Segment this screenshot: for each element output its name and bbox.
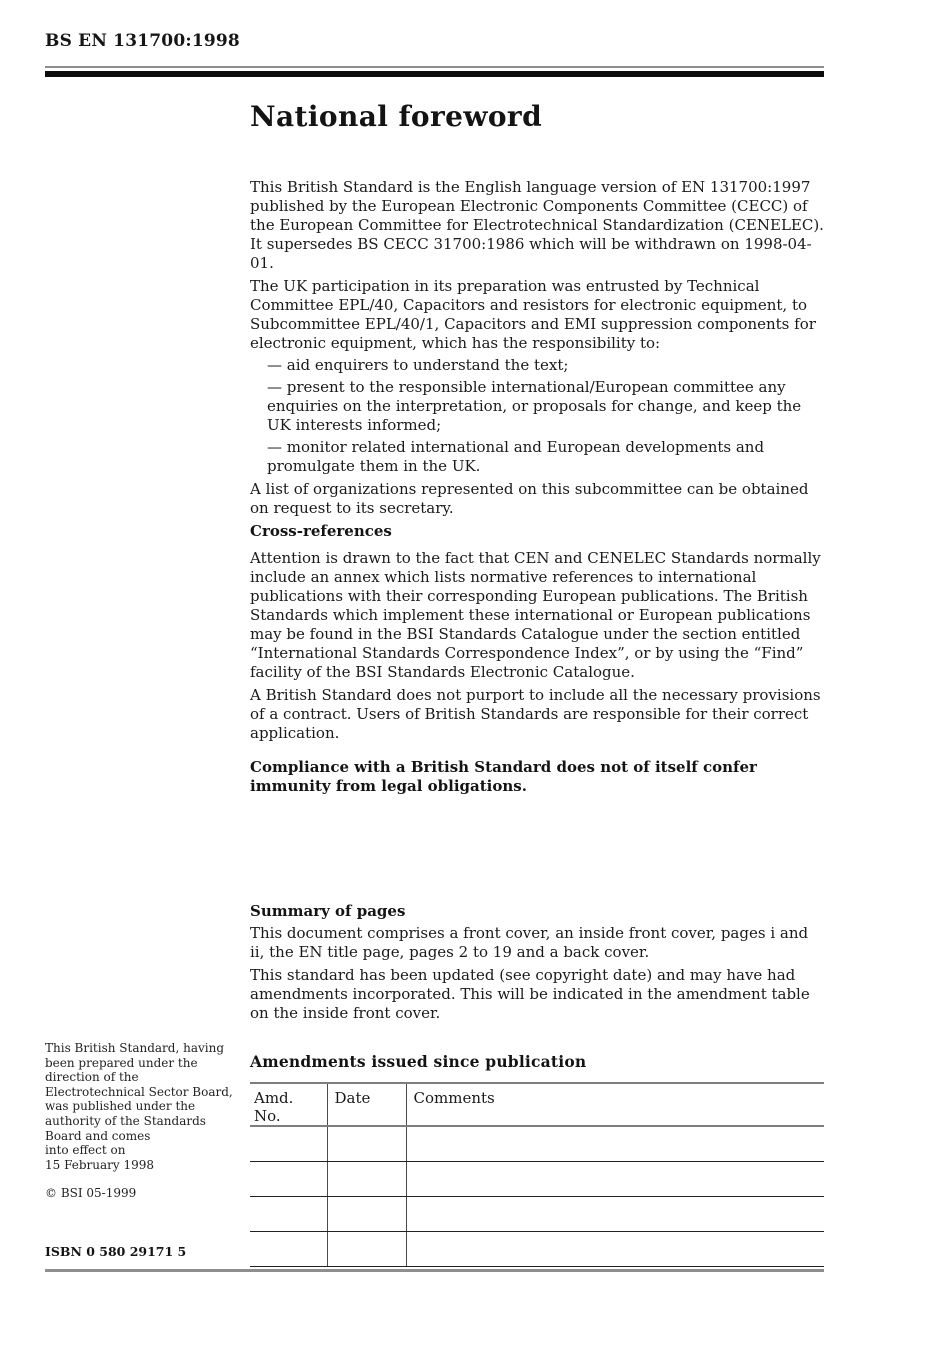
amendments-empty-row bbox=[250, 1126, 824, 1161]
sidebar-line: into effect on bbox=[45, 1143, 126, 1158]
paragraph-language-version: This British Standard is the English language version of EN 131700:1997 published by the European Electronic Components Committee (CECC) of the European Committee for Electrotechnical Standardization (CENELEC). It supersedes BS CECC 31700:1986 which will be withdrawn on 1998-04-01. bbox=[250, 178, 824, 272]
paragraph-pages-summary: This document comprises a front cover, an inside front cover, pages i and ii, the EN title page, pages 2 to 19 and a back cover. bbox=[250, 924, 809, 961]
table-cell-amd-no bbox=[250, 1196, 327, 1231]
paragraph-contract-provisions: A British Standard does not purport to include all the necessary provisions of a contract. Users of British Standards are responsible for their correct application. bbox=[250, 686, 821, 742]
table-cell-comments bbox=[406, 1161, 824, 1196]
table-cell-date bbox=[327, 1161, 406, 1196]
header-rule-thick bbox=[45, 71, 824, 77]
sidebar-line: 15 February 1998 bbox=[45, 1157, 155, 1172]
compliance-note: Compliance with a British Standard does not of itself confer immunity from legal obligations. bbox=[250, 758, 757, 795]
table-cell-comments bbox=[406, 1126, 824, 1161]
paragraph-uk-participation: The UK participation in its preparation was entrusted by Technical Committee EPL/40, Capacitors and resistors for electronic equipment, to Subcommittee EPL/40/1, Capacitors and EMI suppression components for electronic equipment, which has the responsibility to: bbox=[250, 277, 816, 352]
amendments-empty-row bbox=[250, 1196, 824, 1231]
amendments-table bbox=[250, 1082, 824, 1267]
sidebar-line: Board and comes bbox=[45, 1128, 151, 1143]
page-bottom-rule bbox=[45, 1269, 824, 1272]
column-header-date: Date bbox=[327, 1083, 406, 1126]
sidebar-line: Electrotechnical Sector Board, bbox=[45, 1084, 233, 1099]
heading-cross-references: Cross-references bbox=[250, 522, 392, 540]
foreword-section bbox=[250, 100, 824, 1023]
sidebar-line: was published under the bbox=[45, 1099, 196, 1114]
amendments-heading: Amendments issued since publication bbox=[250, 1052, 587, 1071]
amendments-section bbox=[250, 1052, 824, 1267]
amendments-header-row bbox=[250, 1083, 824, 1126]
sidebar-line: direction of the bbox=[45, 1070, 139, 1085]
sidebar-line: This British Standard, having bbox=[45, 1041, 225, 1055]
paragraph-organizations-list: A list of organizations represented on this subcommittee can be obtained on request to its secretary. bbox=[250, 480, 809, 517]
table-cell-amd-no bbox=[250, 1126, 327, 1161]
page-title: National foreword bbox=[250, 100, 543, 133]
table-cell-date bbox=[327, 1126, 406, 1161]
column-header-comments: Comments bbox=[406, 1083, 824, 1126]
sidebar-publication-note bbox=[45, 1041, 245, 1172]
table-cell-comments bbox=[406, 1196, 824, 1231]
amendments-empty-row bbox=[250, 1161, 824, 1196]
header-rule-thin bbox=[45, 66, 824, 68]
sidebar-line: been prepared under the bbox=[45, 1055, 198, 1070]
column-header-amd-no: Amd. No. bbox=[250, 1083, 327, 1126]
bullet-monitor-developments: — monitor related international and European developments and promulgate them in the UK. bbox=[267, 438, 765, 475]
doc-number: BS EN 131700:1998 bbox=[45, 31, 240, 51]
table-cell-date bbox=[327, 1231, 406, 1266]
bullet-present-enquiries: — present to the responsible international/European committee any enquiries on the interpretation, or proposals for change, and keep the UK interests informed; bbox=[267, 378, 802, 434]
heading-summary-of-pages: Summary of pages bbox=[250, 902, 406, 920]
bullet-aid-enquirers: — aid enquirers to understand the text; bbox=[267, 356, 569, 374]
paragraph-cross-references: Attention is drawn to the fact that CEN and CENELEC Standards normally include an annex which lists normative references to international publications with their corresponding European publications. The British Standards which implement these international or European publications may be found in the BSI Standards Catalogue under the section entitled “International Standards Correspondence Index”, or by using the “Find” facility of the BSI Standards Electronic Catalogue. bbox=[250, 549, 821, 681]
sidebar-line: authority of the Standards bbox=[45, 1113, 206, 1128]
table-cell-amd-no bbox=[250, 1161, 327, 1196]
amendments-empty-row bbox=[250, 1231, 824, 1266]
table-cell-amd-no bbox=[250, 1231, 327, 1266]
copyright-notice: © BSI 05-1999 bbox=[45, 1186, 137, 1200]
isbn-number: ISBN 0 580 29171 5 bbox=[45, 1244, 187, 1259]
paragraph-update-note: This standard has been updated (see copyright date) and may have had amendments incorporated. This will be indicated in the amendment table on the inside front cover. bbox=[250, 966, 810, 1022]
table-cell-comments bbox=[406, 1231, 824, 1266]
table-cell-date bbox=[327, 1196, 406, 1231]
